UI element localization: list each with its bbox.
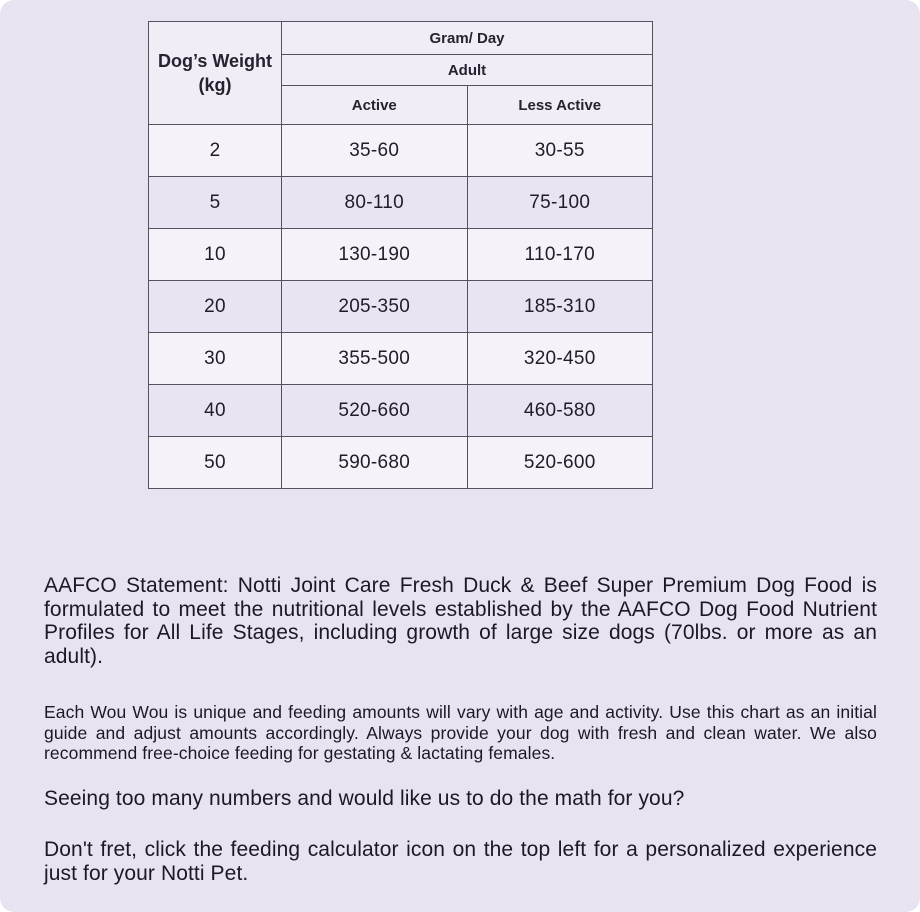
active-cell: 130-190 xyxy=(282,229,468,281)
less-active-cell: 110-170 xyxy=(467,229,653,281)
active-cell: 590-680 xyxy=(282,437,468,489)
active-cell: 35-60 xyxy=(282,125,468,177)
weight-cell: 10 xyxy=(149,229,282,281)
table-row xyxy=(149,437,653,489)
less-active-cell: 185-310 xyxy=(467,281,653,333)
table-row xyxy=(149,333,653,385)
active-cell: 80-110 xyxy=(282,177,468,229)
less-active-cell: 75-100 xyxy=(467,177,653,229)
table-row xyxy=(149,125,653,177)
less-active-cell: 460-580 xyxy=(467,385,653,437)
weight-cell: 5 xyxy=(149,177,282,229)
dogs-weight-header: Dog’s Weight (kg) xyxy=(149,22,282,125)
weight-cell: 50 xyxy=(149,437,282,489)
table-row xyxy=(149,281,653,333)
less-active-cell: 30-55 xyxy=(467,125,653,177)
info-text-block xyxy=(44,574,877,885)
less-active-header: Less Active xyxy=(467,86,653,125)
table-row xyxy=(149,385,653,437)
table-row xyxy=(149,177,653,229)
active-cell: 355-500 xyxy=(282,333,468,385)
weight-cell: 20 xyxy=(149,281,282,333)
feeding-note: Each Wou Wou is unique and feeding amounts will vary with age and activity. Use this chart as an initial guide and adjust amounts accordingly. Always provide your dog with fresh and clean water. We also recommend free-choice feeding for gestating & lactating females. xyxy=(44,702,877,763)
gram-day-header: Gram/ Day xyxy=(282,22,653,55)
math-question: Seeing too many numbers and would like us to do the math for you? xyxy=(44,786,685,810)
feeding-table xyxy=(148,21,653,489)
active-cell: 520-660 xyxy=(282,385,468,437)
calculator-hint: Don't fret, click the feeding calculator icon on the top left for a personalized experience just for your Notti Pet. xyxy=(44,838,877,885)
less-active-cell: 520-600 xyxy=(467,437,653,489)
aafco-statement: AAFCO Statement: Notti Joint Care Fresh Duck & Beef Super Premium Dog Food is formulated to meet the nutritional levels established by the AAFCO Dog Food Nutrient Profiles for All Life Stages, including growth of large size dogs (70lbs. or more as an adult). xyxy=(44,574,877,668)
weight-cell: 30 xyxy=(149,333,282,385)
less-active-cell: 320-450 xyxy=(467,333,653,385)
weight-cell: 40 xyxy=(149,385,282,437)
active-header: Active xyxy=(282,86,468,125)
active-cell: 205-350 xyxy=(282,281,468,333)
table-row xyxy=(149,229,653,281)
adult-header: Adult xyxy=(282,55,653,86)
weight-cell: 2 xyxy=(149,125,282,177)
